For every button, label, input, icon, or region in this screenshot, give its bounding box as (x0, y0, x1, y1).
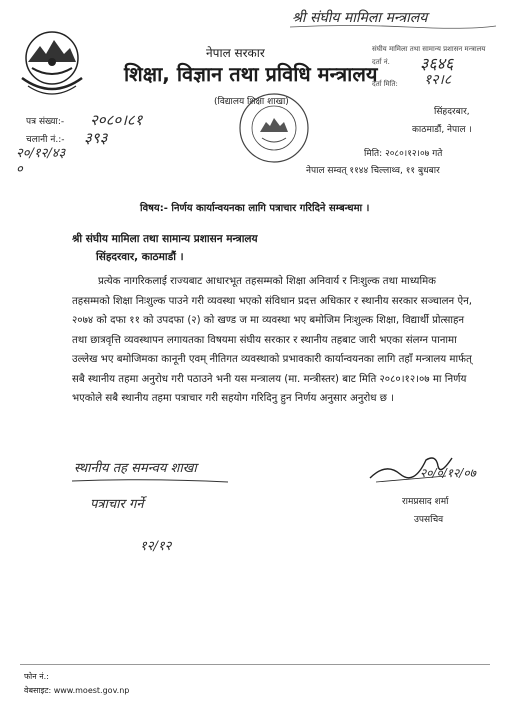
office-address: सिंहदरबार, (434, 107, 470, 117)
government-heading: नेपाल सरकार (206, 46, 265, 60)
body-line: सबै स्थानीय तहमा अनुरोध गरी पठाउने भनी यस मन्त्रालय (मा. मन्त्रीस्तर) बाट मिति २०८०।१२।०७ मा निर्णय (72, 373, 467, 385)
handwritten-left-note: २०/१२/४३० (16, 146, 66, 177)
handwritten-chalani-no: ३९३ (84, 129, 108, 147)
body-line: भएकोले सबै स्थानीय तहमा पत्राचार गरी सहयोग गरिदिनु हुन निर्णय अनुसार अनुरोध छ । (72, 393, 394, 404)
handwritten-bottom-note-2: पत्राचार गर्ने (90, 497, 144, 512)
chalani-label: चलानी नं.:- (26, 135, 65, 145)
signatory-title: उपसचिव (414, 515, 444, 525)
stamp-ministry-line: संघीय मामिला तथा सामान्य प्रशासन मन्त्रालय (372, 45, 486, 53)
body-line: प्रत्येक नागरिकलाई राज्यबाट आधारभूत तहसम्मको शिक्षा अनिवार्य र निःशुल्क तथा माध्यमिक (98, 276, 436, 287)
ministry-heading: शिक्षा, विज्ञान तथा प्रविधि मन्त्रालय (124, 62, 378, 86)
office-seal-icon (238, 92, 310, 164)
body-line: तहसम्मको शिक्षा निःशुल्क पाउने गरी व्यवस्था भएको संविधान प्रदत्त अधिकार र स्थानीय सरकार सञ्चालन ऐन, (72, 295, 472, 307)
office-location: काठमाडौं, नेपाल । (412, 125, 472, 135)
handwritten-darta-no: ३६४६ (420, 54, 454, 73)
stamp-darta-label: दर्ता नं. (372, 58, 390, 66)
subject-line: विषय:- निर्णय कार्यान्वयनका लागि पत्राचार गरिदिने सम्बन्धमा । (140, 203, 370, 214)
recipient-line-1: श्री संघीय मामिला तथा सामान्य प्रशासन मन्त्रालय (72, 233, 258, 245)
nepal-emblem-icon (18, 28, 86, 98)
footer-website-link[interactable]: www.moest.gov.np (53, 686, 130, 695)
handwritten-bottom-note-1: स्थानीय तह समन्वय शाखा (74, 461, 197, 476)
body-line: २०७४ को दफा ११ को उपदफा (२) को खण्ड ज मा व्यवस्था भए बमोजिम निःशुल्क शिक्षा, विद्यार्थी प्रोत्साहन (72, 315, 465, 326)
handwritten-darta-date: १२।८ (424, 72, 452, 88)
section-heading: (विद्यालय शिक्षा शाखा) (214, 97, 289, 107)
handwritten-scribble (288, 24, 498, 30)
sambat-line: नेपाल सम्वत् ११४४ चिल्लाथ्व, ११ बुधबार (306, 166, 440, 176)
signatory-name: रामप्रसाद शर्मा (402, 497, 449, 507)
handwritten-top-note: श्री संघीय मामिला मन्त्रालय (292, 10, 428, 26)
handwritten-underline (70, 478, 230, 484)
footer-phone-label: फोन नं.: (24, 672, 49, 681)
recipient-line-2: सिंहदरवार, काठमाडौं । (96, 251, 184, 263)
handwritten-patra-no: २०८०।८१ (90, 111, 143, 129)
body-line: तथा छात्रवृत्ति व्यवस्थापन लगायतका विषयमा संघीय सरकार र स्थानीय तहबाट जारी भएका संलग्न पानामा (72, 334, 457, 346)
date-line: मिति: २०८०।१२।०७ गते (364, 149, 443, 159)
handwritten-sign-date: २०/०/१२/०७ (420, 466, 476, 480)
body-line: उल्लेख भए बमोजिमका कानूनी एवम् नीतिगत व्यवस्थाको प्रभावकारी कार्यान्वयनका लागि तहाँ मन्त्रालय मार्फत् (72, 354, 472, 365)
patra-sankhya-label: पत्र संख्या:- (26, 117, 65, 127)
footer-divider (20, 664, 490, 665)
letter-body (72, 272, 482, 409)
handwritten-bottom-note-3: १२/१२ (140, 539, 172, 554)
footer-website-label: वेबसाइट: (24, 686, 52, 695)
footer-website (24, 685, 129, 696)
stamp-date-label: दर्ता मिति: (372, 80, 398, 88)
